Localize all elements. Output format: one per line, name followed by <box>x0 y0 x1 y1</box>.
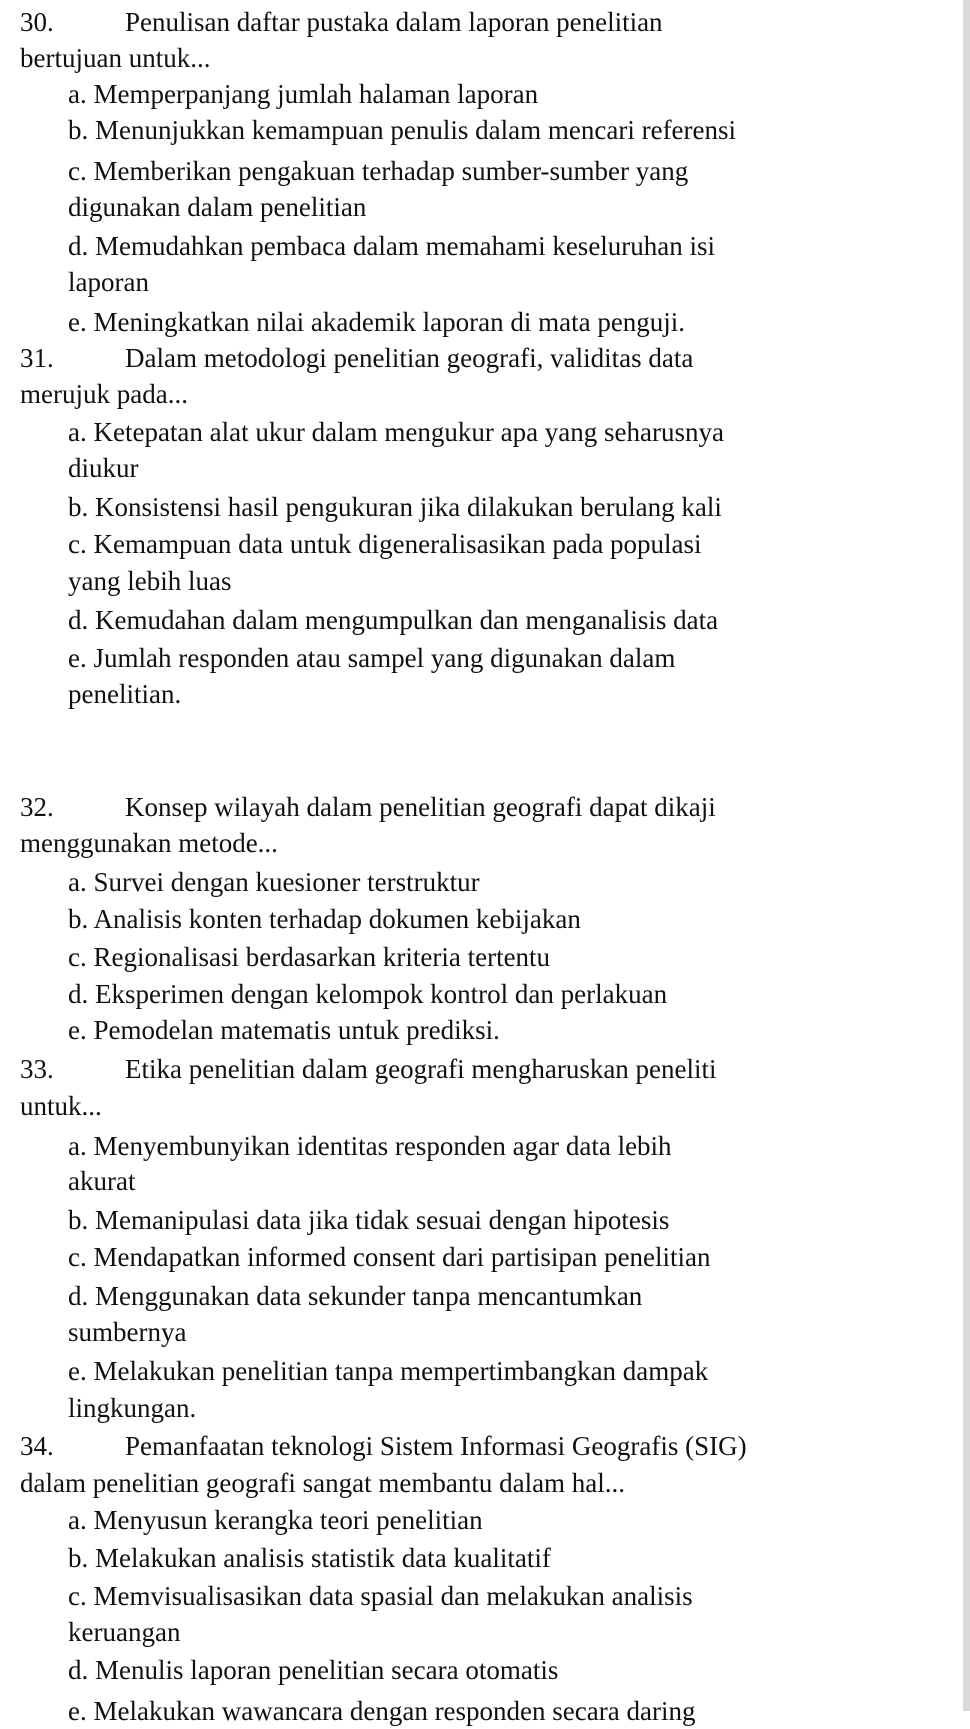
question-number: 34. <box>20 1431 54 1461</box>
option-a: a. Memperpanjang jumlah halaman laporan <box>68 79 539 109</box>
option-e: e. Meningkatkan nilai akademik laporan di mata penguji. <box>68 307 686 337</box>
option-d-continued: sumbernya <box>68 1317 187 1347</box>
option-c: c. Memvisualisasikan data spasial dan melakukan analisis <box>68 1581 693 1611</box>
option-b: b. Melakukan analisis statistik data kualitatif <box>68 1543 551 1573</box>
question-text: Konsep wilayah dalam penelitian geografi dapat dikaji <box>125 792 716 822</box>
option-a-continued: akurat <box>68 1166 136 1196</box>
option-b: b. Konsistensi hasil pengukuran jika dilakukan berulang kali <box>68 492 722 522</box>
option-b: b. Memanipulasi data jika tidak sesuai dengan hipotesis <box>68 1205 670 1235</box>
option-d: d. Memudahkan pembaca dalam memahami keseluruhan isi <box>68 231 716 261</box>
question-text-continued: merujuk pada... <box>20 379 188 409</box>
option-e-cutoff <box>0 1696 963 1726</box>
question-text: Penulisan daftar pustaka dalam laporan penelitian <box>125 7 663 37</box>
option-a: a. Menyusun kerangka teori penelitian <box>68 1505 483 1535</box>
option-b: b. Menunjukkan kemampuan penulis dalam mencari referensi <box>68 115 737 145</box>
option-a: a. Menyembunyikan identitas responden agar data lebih <box>68 1131 672 1161</box>
question-text: Etika penelitian dalam geografi mengharuskan peneliti <box>125 1054 717 1084</box>
question-32-stem <box>0 789 963 825</box>
option-d: d. Menggunakan data sekunder tanpa mencantumkan <box>68 1281 643 1311</box>
option-b: b. Analisis konten terhadap dokumen kebijakan <box>68 904 581 934</box>
option-c: c. Memberikan pengakuan terhadap sumber-sumber yang <box>68 156 689 186</box>
question-number: 31. <box>20 343 54 373</box>
option-a: a. Ketepatan alat ukur dalam mengukur apa yang seharusnya <box>68 417 724 447</box>
option-c: c. Mendapatkan informed consent dari partisipan penelitian <box>68 1242 711 1272</box>
question-31-stem <box>0 340 963 376</box>
option-e: e. Jumlah responden atau sampel yang digunakan dalam <box>68 643 676 673</box>
option-e: e. Melakukan penelitian tanpa mempertimbangkan dampak <box>68 1356 709 1386</box>
option-e-continued: lingkungan. <box>68 1393 197 1423</box>
option-c-continued: yang lebih luas <box>68 566 232 596</box>
option-d: d. Eksperimen dengan kelompok kontrol dan perlakuan <box>68 979 668 1009</box>
question-number: 33. <box>20 1054 54 1084</box>
question-number: 30. <box>20 7 54 37</box>
question-34-stem <box>0 1428 963 1464</box>
option-e: e. Pemodelan matematis untuk prediksi. <box>68 1015 500 1045</box>
option-c-continued: digunakan dalam penelitian <box>68 192 367 222</box>
page-edge-divider <box>963 0 970 1711</box>
option-d: d. Menulis laporan penelitian secara otomatis <box>68 1655 559 1685</box>
question-30-stem <box>0 4 963 40</box>
question-33-stem <box>0 1051 963 1087</box>
question-number: 32. <box>20 792 54 822</box>
option-e-continued: penelitian. <box>68 679 182 709</box>
option-d-continued: laporan <box>68 267 149 297</box>
question-text-continued: menggunakan metode... <box>20 828 278 858</box>
question-text-continued: dalam penelitian geografi sangat membantu dalam hal... <box>20 1468 626 1498</box>
question-text-continued: untuk... <box>20 1091 102 1121</box>
option-c: c. Kemampuan data untuk digeneralisasikan pada populasi <box>68 529 702 559</box>
question-text: Pemanfaatan teknologi Sistem Informasi Geografis (SIG) <box>125 1431 747 1461</box>
option-a: a. Survei dengan kuesioner terstruktur <box>68 867 480 897</box>
question-text: Dalam metodologi penelitian geografi, validitas data <box>125 343 694 373</box>
option-a-continued: diukur <box>68 453 139 483</box>
option-d: d. Kemudahan dalam mengumpulkan dan menganalisis data <box>68 605 719 635</box>
question-text-continued: bertujuan untuk... <box>20 43 211 73</box>
option-c-continued: keruangan <box>68 1617 181 1647</box>
option-c: c. Regionalisasi berdasarkan kriteria tertentu <box>68 942 551 972</box>
option-e: e. Melakukan wawancara dengan responden secara daring <box>68 1696 696 1726</box>
